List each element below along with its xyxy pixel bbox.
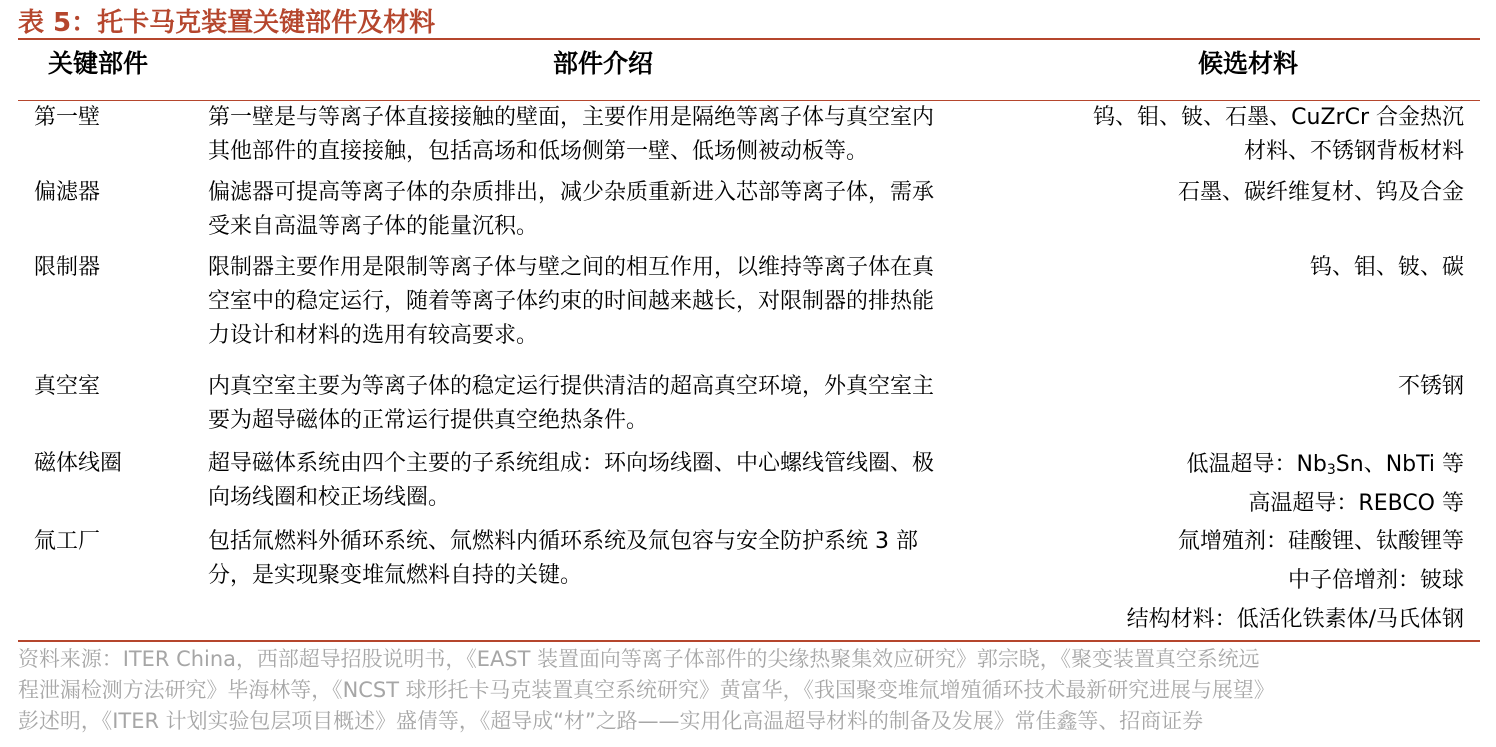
desc-line: 超导磁体系统由四个主要的子系统组成：环向场线圈、中心螺线管线圈、极 bbox=[208, 451, 935, 476]
lts-subscript: 3 bbox=[1326, 462, 1336, 478]
bottom-rule bbox=[18, 640, 1480, 642]
row-magnet-coil-name: 磁体线圈 bbox=[34, 451, 123, 476]
row-divertor-name: 偏滤器 bbox=[34, 180, 101, 205]
row-divertor-desc bbox=[208, 176, 934, 244]
material-line: 氚增殖剂：硅酸锂、钛酸锂等 bbox=[1177, 529, 1464, 554]
header-materials: 候选材料 bbox=[1198, 49, 1299, 78]
desc-line: 空室中的稳定运行，随着等离子体约束的时间越来越长，对限制器的排热能 bbox=[208, 289, 935, 314]
row-magnet-coil-materials bbox=[1186, 445, 1464, 523]
table-title: 表 5：托卡马克装置关键部件及材料 bbox=[18, 8, 436, 38]
row-vacuum-chamber-desc bbox=[208, 370, 934, 438]
desc-line: 力设计和材料的选用有较高要求。 bbox=[208, 323, 539, 348]
row-vacuum-chamber-name: 真空室 bbox=[34, 374, 101, 399]
row-limiter-desc bbox=[208, 251, 934, 353]
lts-prefix: 低温超导：Nb bbox=[1186, 452, 1327, 477]
material-line: 石墨、碳纤维复材、钨及合金 bbox=[1177, 180, 1464, 205]
row-magnet-coil-desc bbox=[208, 447, 934, 515]
row-vacuum-chamber-materials bbox=[1398, 370, 1464, 404]
row-limiter-materials bbox=[1310, 251, 1464, 285]
title-rule bbox=[18, 38, 1480, 40]
desc-line: 要为超导磁体的正常运行提供真空绝热条件。 bbox=[208, 408, 649, 433]
row-tritium-plant-desc bbox=[208, 525, 918, 593]
desc-line: 包括氚燃料外循环系统、氚燃料内循环系统及氚包容与安全防护系统 3 部 bbox=[208, 529, 918, 554]
desc-line: 向场线圈和校正场线圈。 bbox=[208, 485, 451, 510]
material-line-hts: 高温超导：REBCO 等 bbox=[1248, 491, 1464, 516]
source-note bbox=[18, 644, 1480, 737]
desc-line: 偏滤器可提高等离子体的杂质排出，减少杂质重新进入芯部等离子体，需承 bbox=[208, 180, 935, 205]
source-line: 资料来源：ITER China，西部超导招股说明书，《EAST 装置面向等离子体部件的尖缘热聚集效应研究》郭宗晓，《聚变装置真空系统远 bbox=[18, 647, 1260, 671]
desc-line: 受来自高温等离子体的能量沉积。 bbox=[208, 214, 539, 239]
desc-line: 限制器主要作用是限制等离子体与壁之间的相互作用，以维持等离子体在真 bbox=[208, 255, 935, 280]
desc-line: 分，是实现聚变堆氚燃料自持的关键。 bbox=[208, 563, 583, 588]
header-part: 关键部件 bbox=[48, 49, 149, 78]
row-first-wall-name: 第一壁 bbox=[34, 105, 101, 130]
material-line-lts bbox=[1186, 445, 1464, 484]
row-first-wall-desc bbox=[208, 101, 934, 169]
desc-line: 第一壁是与等离子体直接接触的壁面，主要作用是隔绝等离子体与真空室内 bbox=[208, 105, 935, 130]
desc-line: 内真空室主要为等离子体的稳定运行提供清洁的超高真空环境，外真空室主 bbox=[208, 374, 935, 399]
row-limiter-name: 限制器 bbox=[34, 255, 101, 280]
row-divertor-materials bbox=[1178, 176, 1464, 210]
material-line: 中子倍增剂：铍球 bbox=[1287, 568, 1464, 593]
row-tritium-plant-name: 氚工厂 bbox=[34, 529, 101, 554]
material-line: 钨、钼、铍、碳 bbox=[1309, 255, 1464, 280]
row-first-wall-materials bbox=[1093, 101, 1464, 169]
material-line: 钨、钼、铍、石墨、CuZrCr 合金热沉 bbox=[1093, 105, 1464, 130]
source-line: 程泄漏检测方法研究》毕海林等，《NCST 球形托卡马克装置真空系统研究》黄富华，《我国聚变堆氚增殖循环技术最新研究进展与展望》 bbox=[18, 678, 1275, 702]
material-line: 结构材料：低活化铁素体/马氏体钢 bbox=[1126, 607, 1464, 632]
source-line: 彭述明，《ITER 计划实验包层项目概述》盛倩等，《超导成“材”之路——实用化高温超导材料的制备及发展》常佳鑫等、招商证券 bbox=[18, 709, 1204, 733]
material-line: 不锈钢 bbox=[1397, 374, 1464, 399]
lts-suffix: Sn、NbTi 等 bbox=[1335, 452, 1464, 477]
material-line: 材料、不锈钢背板材料 bbox=[1243, 139, 1464, 164]
desc-line: 其他部件的直接接触，包括高场和低场侧第一壁、低场侧被动板等。 bbox=[208, 139, 869, 164]
header-intro: 部件介绍 bbox=[553, 49, 654, 78]
row-tritium-plant-materials bbox=[1127, 522, 1464, 639]
